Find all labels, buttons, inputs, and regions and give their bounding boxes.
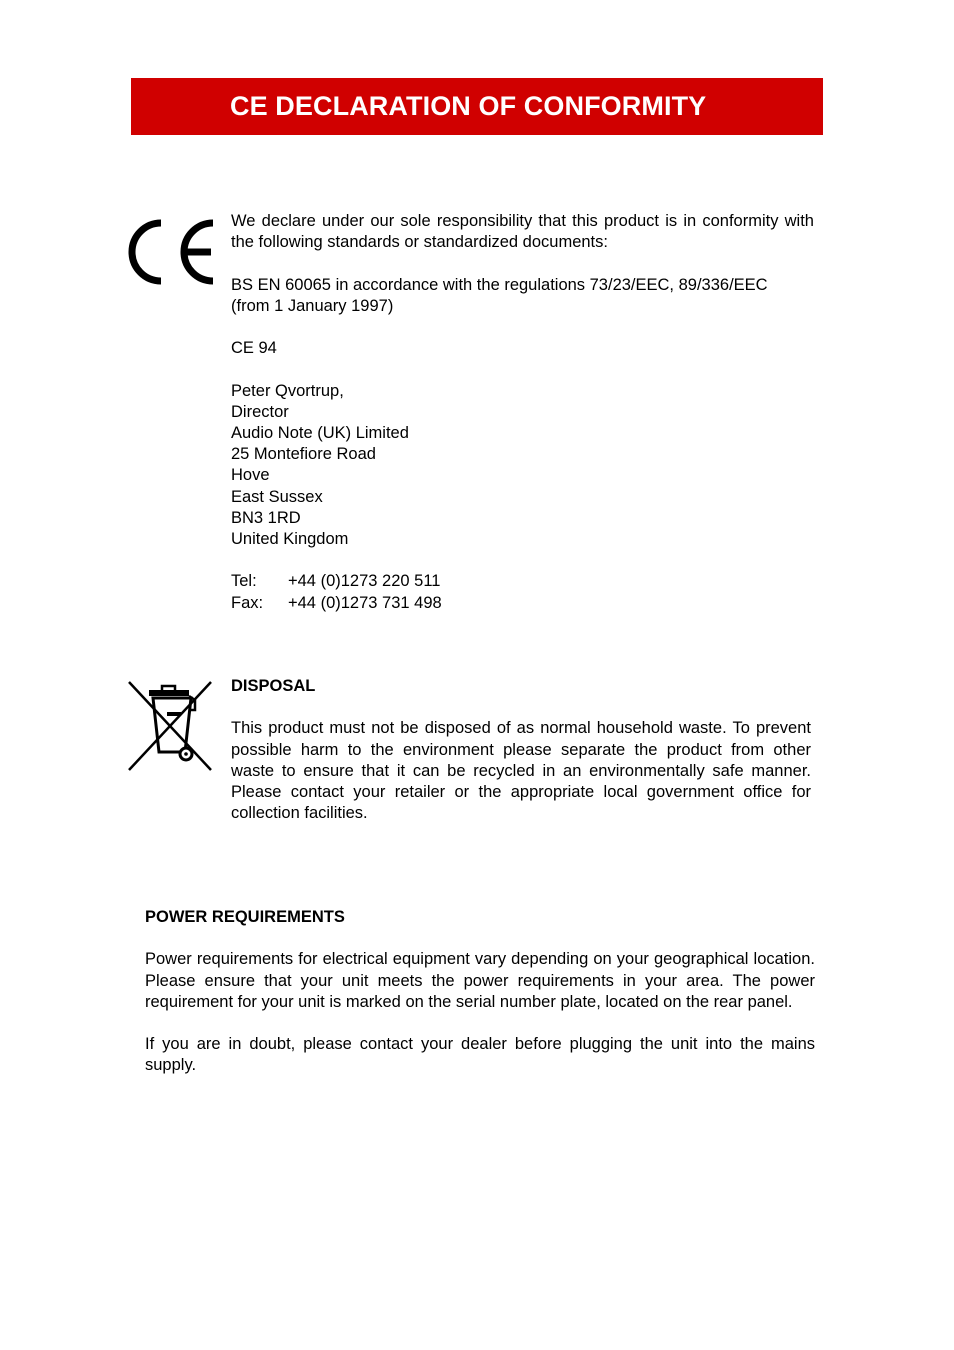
address-country: United Kingdom: [231, 530, 349, 548]
declaration-section: [231, 211, 814, 614]
crossed-out-wheelie-bin-icon: [127, 680, 213, 772]
power-heading: POWER REQUIREMENTS: [145, 908, 345, 926]
address-postcode: BN3 1RD: [231, 508, 301, 527]
signatory-title: Director: [231, 402, 289, 421]
address-town: Hove: [231, 466, 270, 485]
disposal-heading: DISPOSAL: [231, 677, 316, 695]
standard-date: (from 1 January 1997): [231, 296, 394, 315]
power-paragraph-2: If you are in doubt, please contact your dealer before plugging the unit into the mains supply.: [145, 1035, 815, 1075]
power-paragraph-1: Power requirements for electrical equipment vary depending on your geographical location. Please ensure that your unit meets the power requirements in your area. The power requirement for your unit is marked on the serial number plate, located on the rear panel.: [145, 950, 815, 1011]
signatory-name: Peter Qvortrup,: [231, 381, 344, 400]
title-banner: [131, 78, 823, 135]
page-title: CE DECLARATION OF CONFORMITY: [230, 91, 707, 121]
ce-code: CE 94: [231, 339, 277, 358]
power-section: [145, 907, 815, 1077]
tel-row: [231, 571, 814, 592]
fax-number: +44 (0)1273 731 498: [288, 593, 442, 612]
standard-line: BS EN 60065 in accordance with the regulations 73/23/EEC, 89/336/EEC: [231, 275, 768, 294]
address-street: 25 Montefiore Road: [231, 445, 376, 464]
declaration-intro: We declare under our sole responsibility that this product is in conformity with the following standards or standardized documents:: [231, 212, 814, 252]
fax-label: Fax:: [231, 593, 264, 612]
tel-number: +44 (0)1273 220 511: [288, 572, 441, 591]
disposal-section: [231, 676, 811, 824]
company-name: Audio Note (UK) Limited: [231, 423, 409, 442]
disposal-text: This product must not be disposed of as normal household waste. To prevent possible harm to the environment please separate the product from other waste to ensure that it can be recycled in an environmentally safe manner. Please contact your retailer or the appropriate local government office for collection facilities.: [231, 719, 811, 823]
tel-label: Tel:: [231, 572, 257, 591]
fax-row: [231, 593, 814, 614]
ce-mark-icon: [125, 217, 215, 287]
address-county: East Sussex: [231, 487, 323, 506]
